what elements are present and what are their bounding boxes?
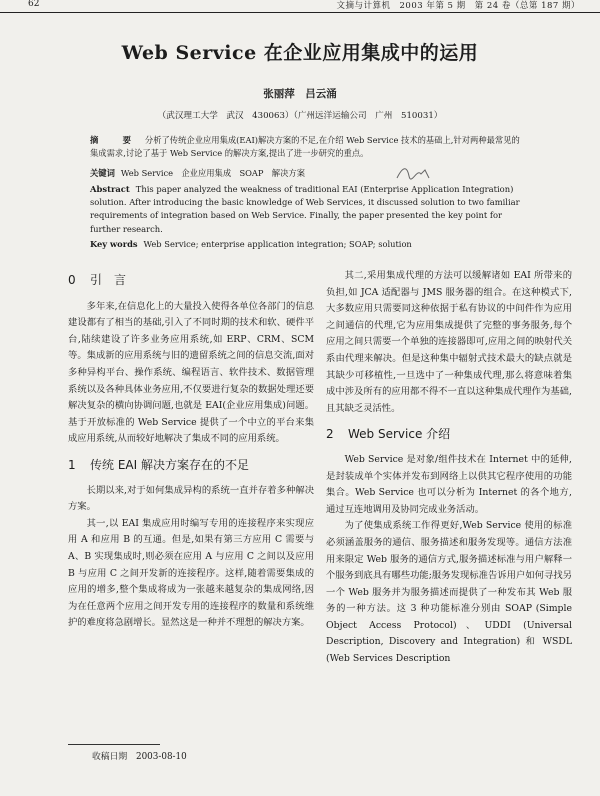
handwritten-mark-icon	[395, 164, 435, 182]
abstract-cn-text: 分析了传统企业应用集成(EAI)解决方案的不足,在介绍 Web Service 技术的基础上,针对两种最常见的集成需求,讨论了基于 Web Service 的解决方案,提出了进一步研究的重点。	[90, 135, 520, 158]
section-2-number: 2	[326, 427, 334, 442]
abstract-en-label: Abstract	[90, 184, 130, 194]
intro-paragraph: 多年来,在信息化上的大量投入使得各单位各部门的信息建设都有了相当的基础,引入了不同时期的技术和软、硬件平台,陆续建设了许多业务应用系统,如 ERP、CRM、SCM 等。集成新的应用系统与旧的遗留系统之间的信息交流,面对多种异构平台、操作系统、编程语言、软件技术、数据管理系统以及各种具体业务应用,不仅要进行复杂的数据处理还要解决复杂的横向协调问题,也就是 EAI(企业应用集成)问题。基于开放标准的 Web Service 提供了一个中立的平台来集成应用系统,从而较好地解决了集成不同的应用系统。	[68, 300, 314, 445]
section-1-title: 传统 EAI 解决方案存在的不足	[90, 457, 249, 472]
keywords-cn	[90, 167, 520, 180]
section-1-paragraph-2: 其一,以 EAI 集成应用时编写专用的连接程序来实现应用 A 和应用 B 的互通。但是,如果有第三方应用 C 需要与 A、B 实现集成时,则必须在应用 A 与应用 C 之间以及应用 B 与应用 C 之间开发新的连接程序。这样,随着需要集成的应用的增多,整个集成将成为一张越来越复杂的集成网络,因为在任意两个应用之间开发专用的连接程序的数量和系统维护的难度将急剧增长。显然这是一种并不理想的解决方案。	[68, 517, 314, 629]
paper-title: Web Service 在企业应用集成中的运用	[121, 42, 479, 64]
running-header	[0, 0, 600, 13]
right-column	[326, 268, 572, 668]
keywords-en	[90, 238, 520, 251]
abstract-cn	[90, 134, 520, 159]
abstract-en-text: This paper analyzed the weakness of traditional EAI (Enterprise Application Integration) solution. After introducing the basic knowledge of Web Services, it discussed solution to two familiar requirements of integration based on Web Service. Finally, the paper presented the key point for further research.	[90, 184, 520, 234]
footnote-rule	[68, 744, 160, 745]
keywords-en-label: Key words	[90, 239, 138, 249]
affiliation: （武汉理工大学 武汉 430063）（广州远洋运输公司 广州 510031）	[157, 111, 443, 121]
right-paragraph-1: 其二,采用集成代理的方法可以缓解诸如 EAI 所带来的负担,如 JCA 适配器与 JMS 服务器的组合。在这种模式下,大多数应用只需要同这种依据于私有协议的中间件作为应用之间通信的代理,它为应用集成提供了完整的事务服务,每个应用之间只需要一个单独的连接器即可,应用之间的映射代关系由代理来解决。但是这种集中辐射式技术最大的缺点就是其缺少可移植性,一旦选中了一种集成代理,那么将意味着集成中涉及所有的应用都不得不一直以这种集成代理作为基础,且其缺乏灵活性。	[326, 270, 572, 414]
section-1-number: 1	[68, 457, 76, 472]
section-2-heading	[326, 426, 572, 443]
keywords-cn-text: Web Service 企业应用集成 SOAP 解决方案	[120, 168, 305, 178]
journal-info: 文摘与计算机 2003 年第 5 期 第 24 卷（总第 187 期）	[336, 1, 580, 11]
section-2-paragraph-1: Web Service 是对象/组件技术在 Internet 中的延伸,是封装成单个实体并发布到网络上以供其它程序使用的功能集合。Web Service 也可以分析为 Internet 的各个地方,通过互连地调用及协同完成业务活动。	[326, 453, 572, 515]
section-1-paragraph-1: 长期以来,对于如何集成异构的系统一直并存着多种解决方案。	[68, 484, 314, 513]
section-0-number: 0	[68, 273, 76, 287]
section-1-heading	[68, 457, 314, 474]
section-2-paragraph-2: 为了使集成系统工作得更好,Web Service 使用的标准必须涵盖服务的通信、服务描述和服务发现等。通信方法准用来限定 Web 服务的通信方式,服务描述标准与用户解释一个服务到底具有哪些功能;服务发现标准告诉用户如何寻找另一个 Web 服务并为服务描述而提供了一种发布其 Web 服务的一种方法。这 3 种功能标准分别由 SOAP (Simple Object Access Protocol)、UDDI (Universal Description, Discovery and Integration) 和 WSDL (Web Services Description	[326, 520, 572, 665]
keywords-cn-label: 关键词	[90, 168, 115, 178]
page-number: 62	[28, 0, 40, 9]
received-date: 收稿日期 2003-08-10	[92, 752, 187, 762]
section-0-title: 引 言	[90, 273, 127, 287]
authors: 张丽萍 吕云涌	[263, 88, 337, 100]
keywords-en-text: Web Service; enterprise application integration; SOAP; solution	[143, 239, 412, 249]
abstract-cn-label: 摘 要	[90, 135, 139, 145]
left-column	[68, 268, 314, 632]
abstract-en	[90, 183, 520, 236]
section-2-title: Web Service 介绍	[348, 427, 451, 442]
section-0-heading	[68, 272, 314, 289]
